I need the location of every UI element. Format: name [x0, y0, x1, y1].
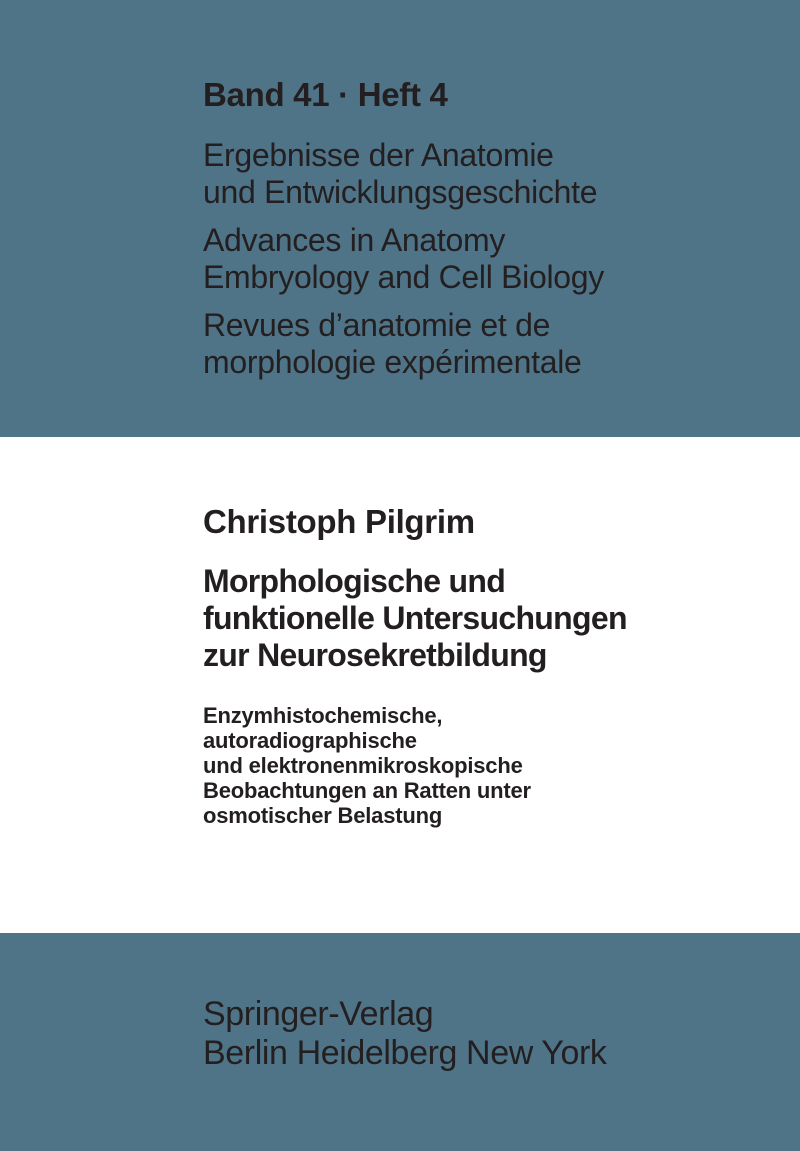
- publisher-imprint: [203, 995, 607, 1073]
- series-title-french: [203, 307, 582, 381]
- book-title-line-1: Morphologische und: [203, 563, 506, 599]
- series-title-french-line-2: morphologie expérimentale: [203, 344, 582, 380]
- book-subtitle-line-1: Enzymhistochemische,: [203, 703, 443, 728]
- series-title-german: [203, 137, 597, 211]
- book-title: [203, 563, 627, 674]
- series-title-english: [203, 222, 604, 296]
- series-title-english-line-1: Advances in Anatomy: [203, 222, 506, 258]
- series-title-english-line-2: Embryology and Cell Biology: [203, 259, 604, 295]
- author-name: Christoph Pilgrim: [203, 503, 475, 540]
- series-title-french-line-1: Revues d’anatomie et de: [203, 307, 551, 343]
- book-subtitle-line-4: Beobachtungen an Ratten unter: [203, 778, 531, 803]
- book-subtitle-line-2: autoradiographische: [203, 728, 417, 753]
- series-title-german-line-2: und Entwicklungsgeschichte: [203, 174, 598, 210]
- book-subtitle: [203, 703, 531, 828]
- publisher-name: Springer-Verlag: [203, 995, 434, 1033]
- top-color-band: [0, 0, 800, 437]
- book-subtitle-line-3: und elektronenmikroskopische: [203, 753, 523, 778]
- book-title-line-2: funktionelle Untersuchungen: [203, 600, 627, 636]
- series-title-german-line-1: Ergebnisse der Anatomie: [203, 137, 554, 173]
- publisher-cities: Berlin Heidelberg New York: [203, 1034, 607, 1072]
- bottom-color-band: [0, 933, 800, 1151]
- book-subtitle-line-5: osmotischer Belastung: [203, 803, 443, 828]
- book-title-line-3: zur Neurosekretbildung: [203, 637, 547, 673]
- volume-label: Band 41 · Heft 4: [203, 76, 448, 113]
